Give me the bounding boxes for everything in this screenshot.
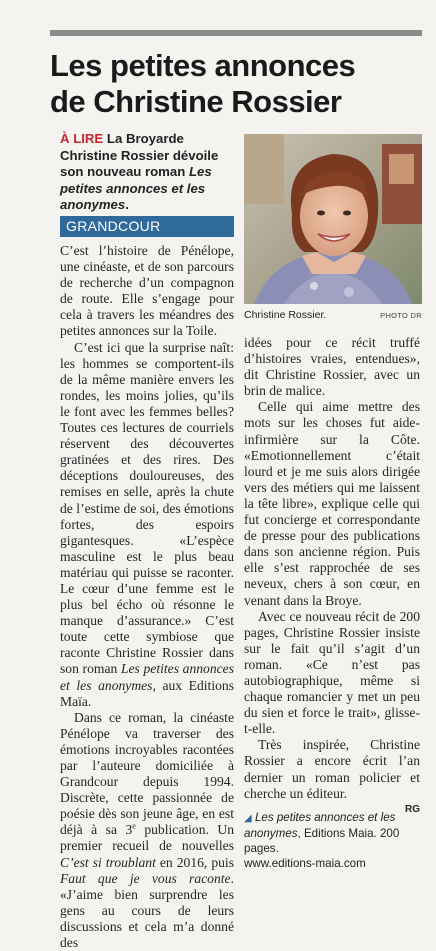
portrait-photo [244, 134, 422, 304]
paragraph: Avec ce nouveau récit de 200 pages, Christine Rossier insiste sur le fait qu’il s’agit d’un roman. «Ce n’est pas autobiographique, même si chaque romancier y met un peu du sien et force le trait», glisse-t-elle. [244, 608, 420, 737]
caption-text: Christine Rossier. [244, 309, 327, 321]
paragraph [244, 737, 420, 817]
paragraph [60, 710, 234, 951]
paragraph: Celle qui aime mettre des mots sur les choses fut aide-infirmière sur la Côte. «Emotionnellement c’était lourd et je me suis alors dirigée vers des métiers qui me laissent la tête libre», explique celle qui fut concierge et correspondante de presse pour des publications dans son ancienne région. Puis elle s’est rapprochée de ses neveux, chers à son cœur, en venant dans la Broye. [244, 399, 420, 608]
book-title: C’est si troublant [60, 854, 156, 870]
publisher-link[interactable]: www.editions-maia.com [244, 857, 366, 870]
paragraph-text: . «J’aime bien surprendre les gens au cours de leurs discussions et cela m’a donné des [60, 870, 234, 951]
paragraph-text: C’est ici que la surprise naît: les hommes se comportent-ils de la même manière envers les rondes, les moins jolies, qu’ils le font avec les femmes belles? Toutes ces lectures de courriels réservent des découvertes gratinées et des rires. Des déceptions douloureuses, des remises en selle, après la chute de l’estime de soi, des émotions fortes, des espoirs gigantesques. «L’espèce masculine est le plus beau matériau qui puisse se raconter. Le cœur d’une femme est le plus bel écho où résonne le manque d’assurance.» C’est toute cette symbiose que raconte Christine Rossier dans son roman [60, 339, 234, 677]
photo-caption [244, 309, 422, 321]
paragraph-text: Très inspirée, Christine Rossier a encore écrit l’an dernier un roman policier et cherche un éditeur. [244, 737, 420, 801]
article-column-1 [60, 243, 234, 951]
intro-text: La Broyarde Christine Rossier dévoile son nouveau roman [60, 131, 219, 179]
triangle-bullet-icon: ◢ [244, 813, 252, 824]
portrait-photo-icon [244, 134, 422, 304]
book-title: Faut que je vous raconte [60, 870, 231, 886]
kicker: À LIRE [60, 131, 104, 146]
book-info [244, 810, 422, 871]
ordinal-suffix: e [132, 821, 136, 831]
headline-line-2: de Christine Rossier [50, 84, 342, 119]
paragraph [60, 340, 234, 710]
top-rule [50, 30, 422, 36]
paragraph-text: publication. Un premier recueil de nouvelles [60, 822, 234, 854]
location-banner: GRANDCOUR [60, 216, 234, 237]
paragraph: C’est l’histoire de Pénélope, une cinéaste, et de son parcours de recherche d’un compagnon de route. Elle s’engage pour cela à travers les méandres des petites annonces sur la Toile. [60, 243, 234, 339]
author-signature: RG [405, 803, 420, 815]
article-column-2 [244, 335, 420, 818]
book-title: Les petites annonces et les anonymes, [60, 661, 234, 693]
book-info-details: , Editions Maia. 200 pages. [244, 827, 400, 855]
book-info-title: Les petites annonces et les anonymes [244, 811, 396, 840]
headline [50, 48, 425, 120]
paragraph-text: Dans ce roman, la cinéaste Pénélope va traverser des émotions incroyables racontées par l’auteure domiciliée à Grandcour depuis 1994. Discrète, cette passionnée de poésie dès son jeune âge, en est déjà à sa 3 [60, 709, 234, 838]
paragraph: idées pour ce récit truffé d’histoires vraies, entendues», dit Christine Rossier, avec un brin de malice. [244, 335, 420, 399]
headline-line-1: Les petites annonces [50, 48, 356, 83]
paragraph-text: en 2016, puis [155, 854, 234, 870]
paragraph-text: aux Editions Maïa. [60, 677, 234, 709]
intro-end: . [125, 197, 129, 212]
photo-credit: PHOTO DR [380, 311, 422, 320]
intro-book-title: Les petites annonces et les anonymes [60, 164, 212, 212]
intro-lede [60, 131, 240, 214]
